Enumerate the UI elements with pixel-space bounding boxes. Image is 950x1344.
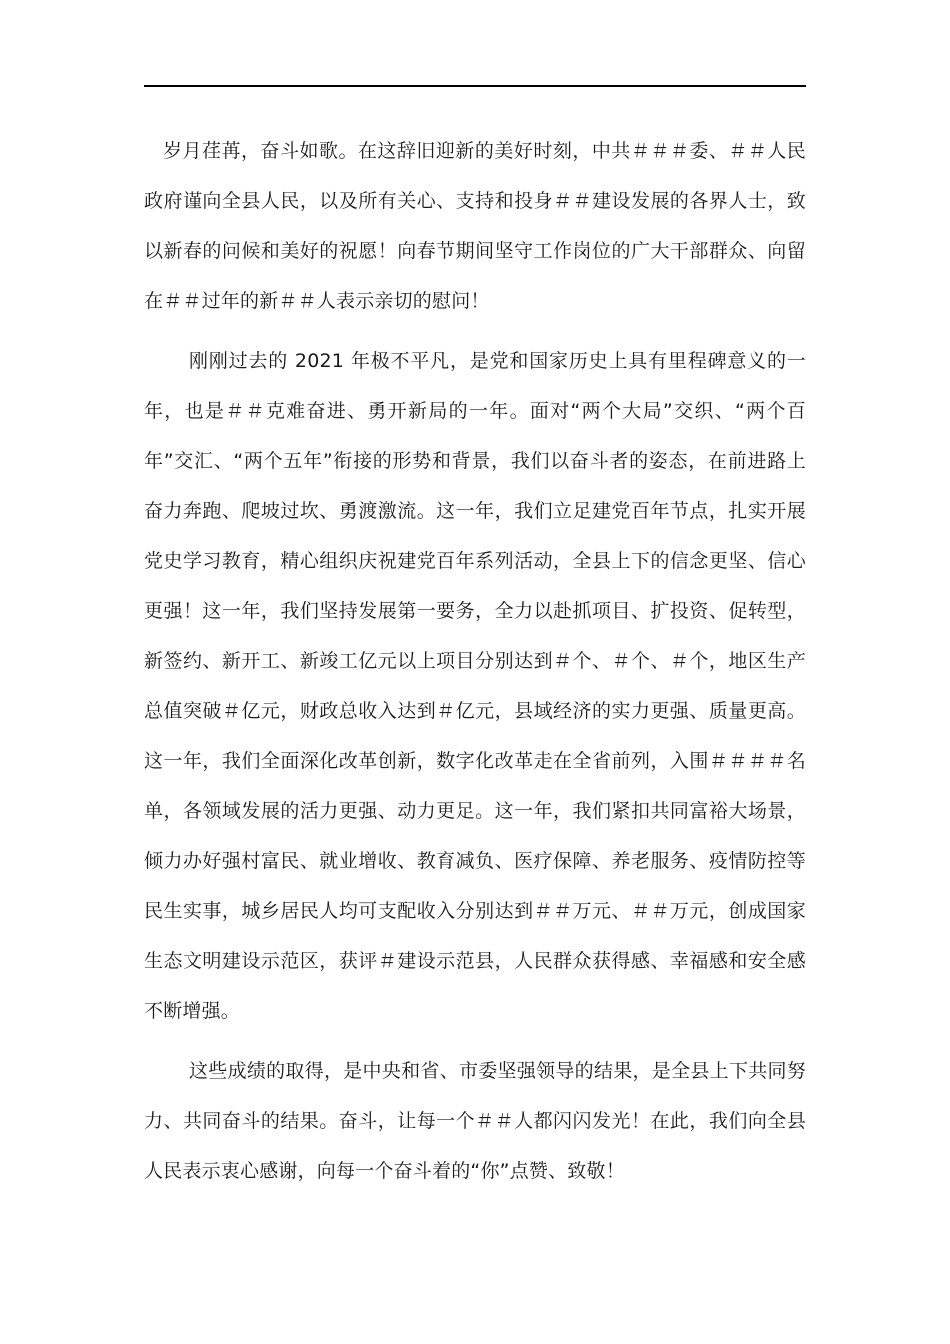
- document-body: [144, 126, 806, 1196]
- header-rule: [144, 85, 806, 87]
- paragraph-thanks: 这些成绩的取得，是中央和省、市委坚强领导的结果，是全县上下共同努力、共同奋斗的结果。奋斗，让每一个＃＃人都闪闪发光！在此，我们向全县人民表示衷心感谢，向每一个奋斗着的“你”点赞、致敬！: [144, 1060, 806, 1182]
- paragraph-achievements: 刚刚过去的 2021 年极不平凡，是党和国家历史上具有里程碑意义的一年，也是＃＃克难奋进、勇开新局的一年。面对“两个大局”交织、“两个百年”交汇、“两个五年”衔接的形势和背景，我们以奋斗者的姿态，在前进路上奋力奔跑、爬坡过坎、勇渡激流。这一年，我们立足建党百年节点，扎实开展党史学习教育，精心组织庆祝建党百年系列活动，全县上下的信念更坚、信心更强！这一年，我们坚持发展第一要务，全力以赴抓项目、扩投资、促转型，新签约、新开工、新竣工亿元以上项目分别达到＃个、＃个、＃个，地区生产总值突破＃亿元，财政总收入达到＃亿元，县域经济的实力更强、质量更高。这一年，我们全面深化改革创新，数字化改革走在全省前列，入围＃＃＃＃名单，各领域发展的活力更强、动力更足。这一年，我们紧扣共同富裕大场景，倾力办好强村富民、就业增收、教育减负、医疗保障、养老服务、疫情防控等民生实事，城乡居民人均可支配收入分别达到＃＃万元、＃＃万元，创成国家生态文明建设示范区，获评＃建设示范县，人民群众获得感、幸福感和安全感不断增强。: [144, 350, 806, 1022]
- paragraph-greeting: 岁月荏苒，奋斗如歌。在这辞旧迎新的美好时刻，中共＃＃＃委、＃＃人民政府谨向全县人民，以及所有关心、支持和投身＃＃建设发展的各界人士，致以新春的问候和美好的祝愿！向春节期间坚守工作岗位的广大干部群众、向留在＃＃过年的新＃＃人表示亲切的慰问！: [144, 140, 806, 312]
